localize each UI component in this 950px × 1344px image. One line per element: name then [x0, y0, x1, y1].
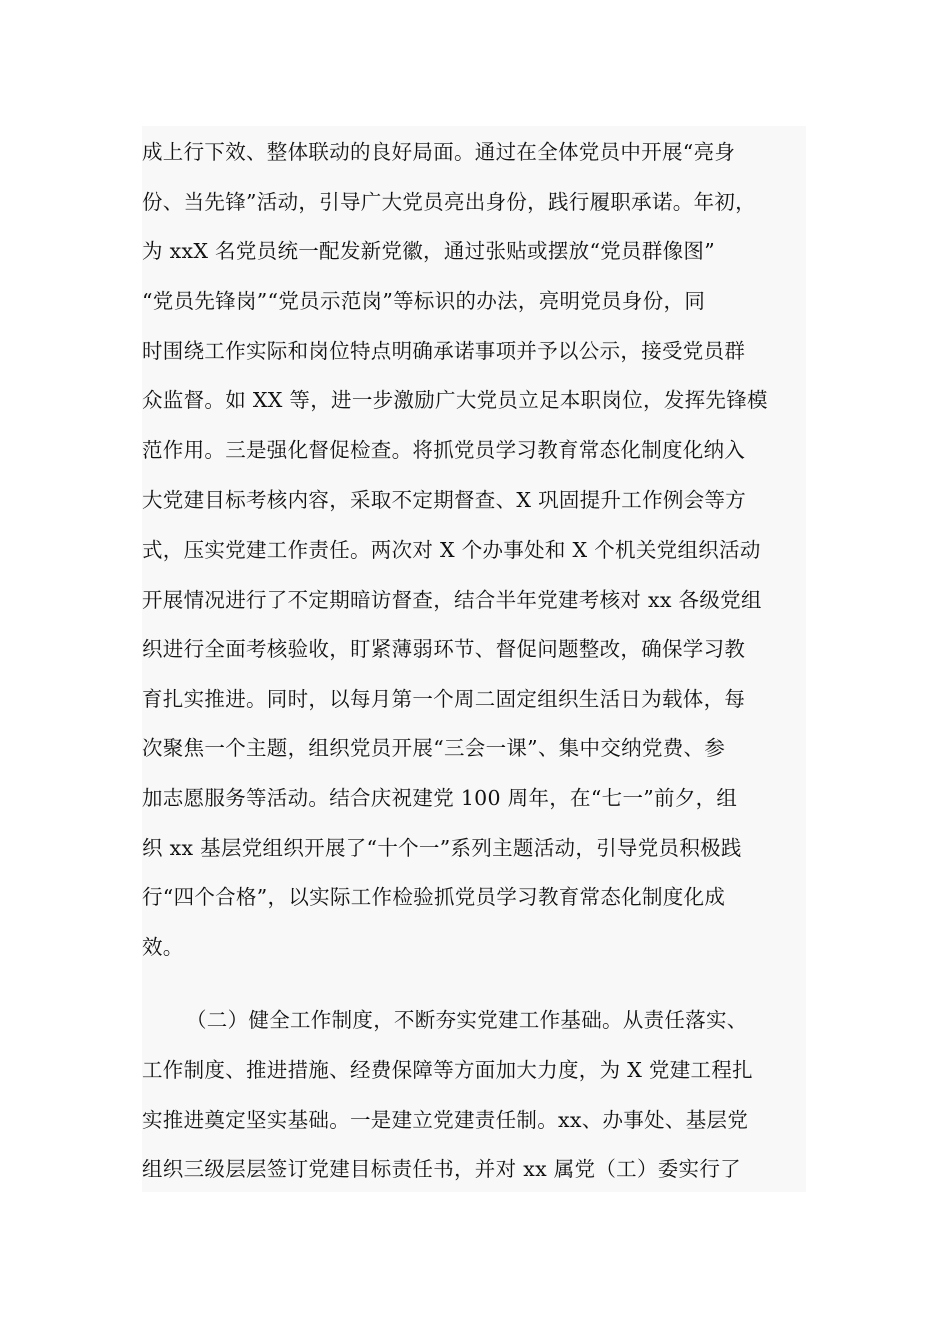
- paragraph-2-line-4: 组织三级层层签订党建目标责任书，并对 xx 属党（工）委实行了: [142, 1157, 741, 1181]
- paragraph-1-line-16: 行“四个合格”，以实际工作检验抓党员学习教育常态化制度化成: [142, 885, 726, 909]
- paragraph-1-line-4: “党员先锋岗”“党员示范岗”等标识的办法，亮明党员身份，同: [142, 289, 706, 313]
- paragraph-2-line-2: 工作制度、推进措施、经费保障等方面加大力度，为 X 党建工程扎: [142, 1058, 753, 1082]
- paragraph-1-line-9: 式，压实党建工作责任。两次对 X 个办事处和 X 个机关党组织活动: [142, 538, 761, 562]
- paragraph-1-line-11: 织进行全面考核验收，盯紧薄弱环节、督促问题整改，确保学习教: [142, 637, 746, 661]
- paragraph-1-line-5: 时围绕工作实际和岗位特点明确承诺事项并予以公示，接受党员群: [142, 339, 746, 363]
- paragraph-2-line-3: 实推进奠定坚实基础。一是建立党建责任制。xx、办事处、基层党: [142, 1108, 749, 1132]
- paragraph-1-line-2: 份、当先锋”活动，引导广大党员亮出身份，践行履职承诺。年初，: [142, 190, 756, 214]
- paragraph-1-line-17: 效。: [142, 935, 184, 959]
- paragraph-1-line-8: 大党建目标考核内容，采取不定期督查、X 巩固提升工作例会等方: [142, 488, 747, 512]
- paragraph-1-line-15: 织 xx 基层党组织开展了“十个一”系列主题活动，引导党员积极践: [142, 836, 742, 860]
- paragraph-1-line-10: 开展情况进行了不定期暗访督查，结合半年党建考核对 xx 各级党组: [142, 588, 762, 612]
- paragraph-2-line-1: （二）健全工作制度，不断夯实党建工作基础。从责任落实、: [186, 1008, 748, 1032]
- paragraph-1-line-6: 众监督。如 XX 等，进一步激励广大党员立足本职岗位，发挥先锋模: [142, 388, 768, 412]
- paragraph-1-line-12: 育扎实推进。同时，以每月第一个周二固定组织生活日为载体，每: [142, 687, 746, 711]
- paragraph-1-line-1: 成上行下效、整体联动的良好局面。通过在全体党员中开展“亮身: [142, 140, 736, 164]
- paragraph-1-line-13: 次聚焦一个主题，组织党员开展“三会一课”、集中交纳党费、参: [142, 736, 726, 760]
- paragraph-1-line-3: 为 xxX 名党员统一配发新党徽，通过张贴或摆放“党员群像图”: [142, 239, 716, 263]
- paragraph-1-line-14: 加志愿服务等活动。结合庆祝建党 100 周年，在“七一”前夕，组: [142, 786, 738, 810]
- paragraph-1-line-7: 范作用。三是强化督促检查。将抓党员学习教育常态化制度化纳入: [142, 438, 746, 462]
